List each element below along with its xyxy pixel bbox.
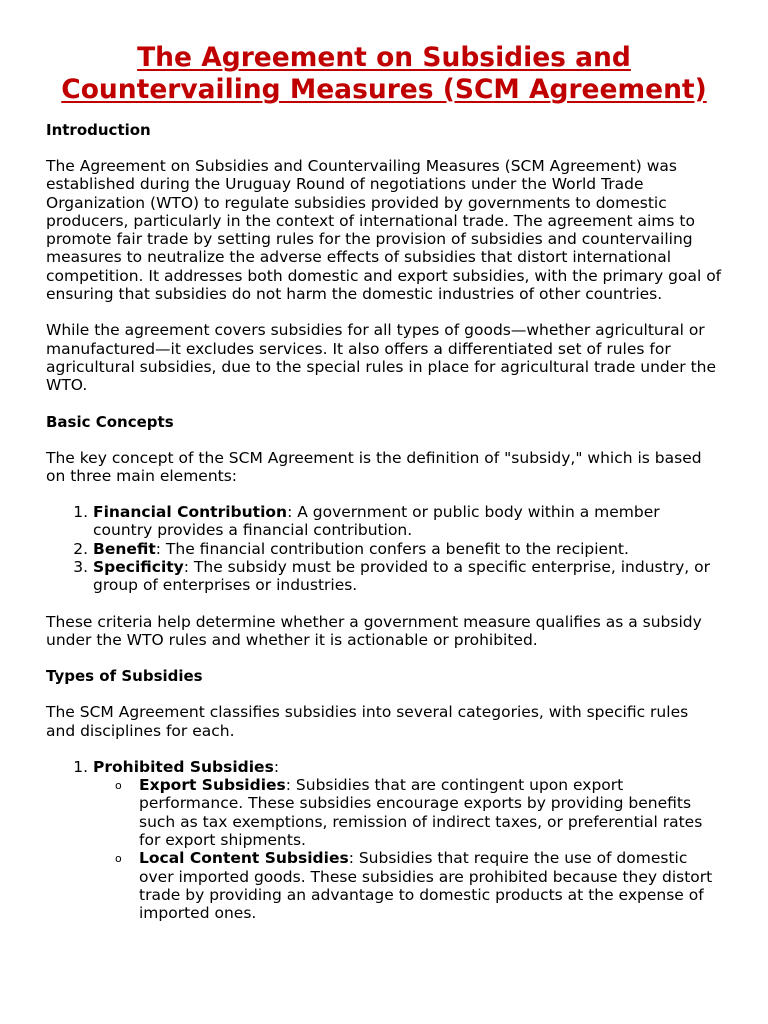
basic-concepts-closing: These criteria help determine whether a government measure qualifies as a subsidy under the WTO rules and whether it is actionable or prohibited. — [46, 612, 702, 649]
section-heading-basic-concepts: Basic Concepts — [46, 412, 174, 431]
sublist-item-text: : Subsidies that are contingent upon export performance. These subsidies encourage exports by providing benefits such as tax exemptions, remission of indirect taxes, or preferential rates for export shipments. — [139, 776, 703, 850]
list-item — [93, 503, 722, 540]
subsidy-types-list — [46, 758, 722, 923]
list-item-text: : A government or public body within a member country provides a financial contribution. — [93, 503, 660, 540]
sublist-item-term: Local Content Subsidies — [139, 849, 349, 868]
subsidy-elements-list — [46, 503, 722, 594]
sublist-item-term: Export Subsidies — [139, 776, 286, 795]
list-item — [93, 758, 722, 923]
sublist-item — [115, 849, 722, 923]
list-item-term: Financial Contribution — [93, 503, 288, 522]
circle-bullet-icon: o — [115, 852, 122, 866]
sublist-item — [115, 776, 722, 850]
list-item-term: Specificity — [93, 558, 184, 577]
list-item — [93, 558, 722, 595]
section-heading-types-of-subsidies: Types of Subsidies — [46, 667, 203, 686]
list-item-text: : The subsidy must be provided to a specific enterprise, industry, or group of enterprises or industries. — [93, 558, 710, 595]
types-intro: The SCM Agreement classifies subsidies into several categories, with specific rules and disciplines for each. — [46, 703, 689, 740]
circle-bullet-icon: o — [115, 779, 122, 793]
introduction-paragraph-1: The Agreement on Subsidies and Countervailing Measures (SCM Agreement) was established during the Uruguay Round of negotiations under the World Trade Organization (WTO) to regulate subsidies provided by governments to domestic producers, particularly in the context of international trade. The agreement aims to promote fair trade by setting rules for the provision of subsidies and countervailing measures to neutralize the adverse effects of subsidies that distort international competition. It addresses both domestic and export subsidies, with the primary goal of ensuring that subsidies do not harm the domestic industries of other countries. — [46, 157, 722, 304]
basic-concepts-intro: The key concept of the SCM Agreement is the definition of "subsidy," which is based on three main elements: — [46, 448, 702, 485]
section-heading-introduction: Introduction — [46, 121, 151, 139]
list-item-text: : — [273, 757, 280, 776]
document-title: The Agreement on Subsidies and Countervailing Measures (SCM Agreement) — [61, 42, 707, 105]
list-item-term: Prohibited Subsidies — [93, 757, 274, 776]
list-item — [93, 540, 722, 558]
introduction-paragraph-2: While the agreement covers subsidies for all types of goods—whether agricultural or manufactured—it excludes services. It also offers a differentiated set of rules for agricultural subsidies, due to the special rules in place for agricultural trade under the WTO. — [46, 321, 717, 395]
sublist-item-text: : Subsidies that require the use of domestic over imported goods. These subsidies are prohibited because they distort trade by providing an advantage to domestic products at the expense of imported ones. — [139, 849, 713, 923]
list-item-term: Benefit — [93, 539, 156, 558]
list-item-text: : The financial contribution confers a benefit to the recipient. — [155, 539, 629, 558]
prohibited-subsidies-sublist — [93, 776, 722, 922]
